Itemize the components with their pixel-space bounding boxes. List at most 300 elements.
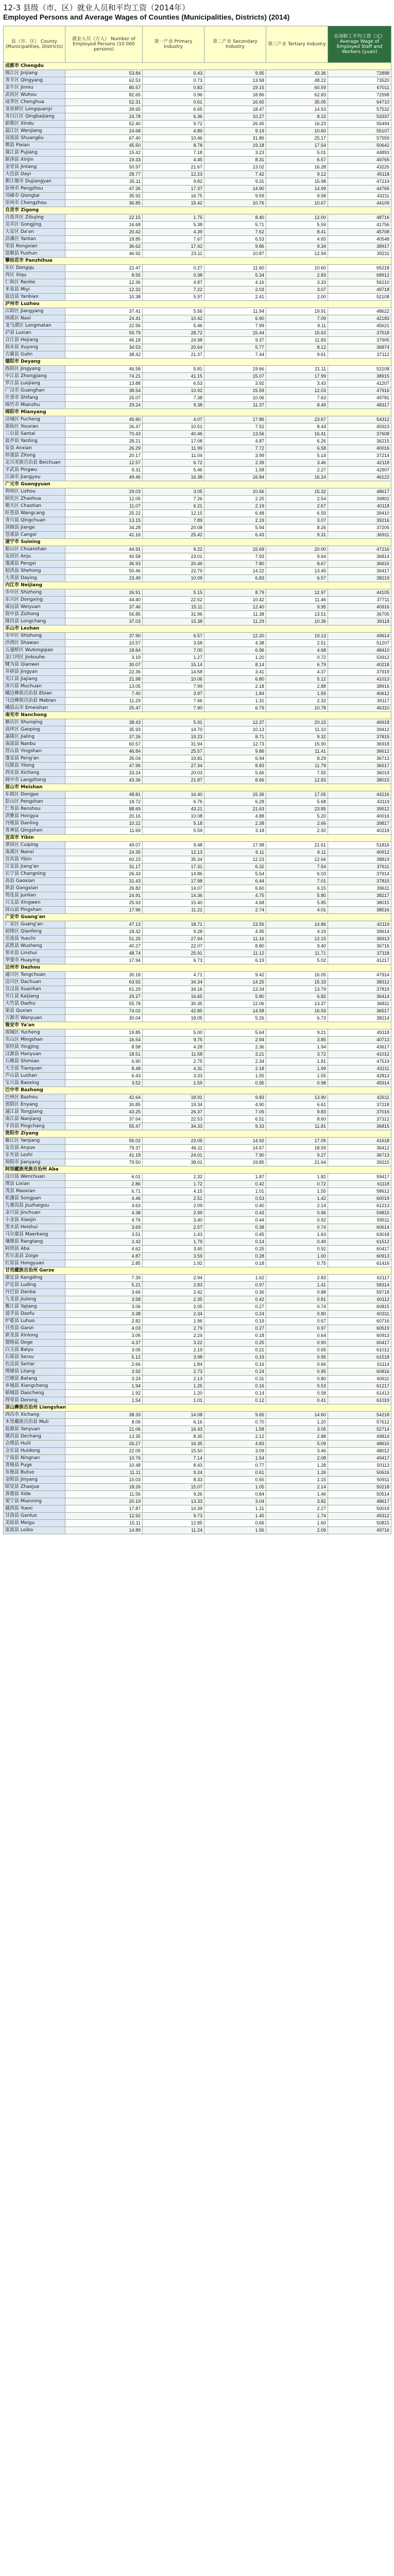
tertiary-cell: 9.83: [266, 1109, 328, 1116]
secondary-cell: 12.23: [204, 856, 266, 863]
secondary-cell: 4.95: [204, 928, 266, 936]
tertiary-cell: 17.99: [266, 373, 328, 380]
table-row: [4, 698, 391, 705]
primary-cell: 7.14: [143, 1455, 204, 1462]
tertiary-cell: 8.26: [266, 524, 328, 532]
county-name-cell: 阆中市 Langzhong: [4, 777, 65, 784]
secondary-cell: 4.38: [204, 640, 266, 647]
table-row: [4, 330, 391, 337]
county-name-cell: 旺苍县 Wangcang: [4, 510, 65, 517]
table-row: [4, 1296, 391, 1303]
table-row: [4, 106, 391, 113]
employed-cell: 10.76: [65, 1455, 143, 1462]
primary-cell: 20.08: [143, 524, 204, 532]
primary-cell: 14.58: [143, 669, 204, 676]
county-name-cell: 芦山县 Lushan: [4, 1073, 65, 1080]
county-name-cell: 普格县 Puge: [4, 1462, 65, 1469]
average-wage-cell: 36918: [328, 741, 391, 748]
secondary-cell: 0.45: [204, 1231, 266, 1239]
region-name: 眉山市 Meishan: [4, 784, 391, 791]
tertiary-cell: 14.86: [266, 921, 328, 928]
tertiary-cell: 20.00: [266, 546, 328, 553]
average-wage-cell: 37218: [328, 1101, 391, 1109]
primary-cell: 9.28: [143, 928, 204, 936]
employed-cell: 25.07: [65, 395, 143, 402]
secondary-cell: 3.21: [204, 1051, 266, 1058]
employed-cell: 60.23: [65, 856, 143, 863]
employed-cell: 22.56: [65, 323, 143, 330]
tertiary-cell: 2.51: [266, 640, 328, 647]
average-wage-cell: 48317: [328, 402, 391, 409]
secondary-cell: 13.02: [204, 164, 266, 171]
county-name-cell: 冕宁县 Mianning: [4, 1498, 65, 1505]
average-wage-cell: 58612: [328, 1188, 391, 1195]
average-wage-cell: 67011: [328, 84, 391, 92]
tertiary-cell: 0.41: [266, 1397, 328, 1404]
primary-cell: 3.22: [143, 1340, 204, 1347]
county-name-cell: 营山县 Yingshan: [4, 748, 65, 755]
employed-cell: 55.47: [65, 1123, 143, 1130]
tertiary-cell: 5.14: [266, 452, 328, 460]
region-name: 雅安市 Ya'an: [4, 1022, 391, 1029]
average-wage-cell: 45708: [328, 229, 391, 236]
table-row: [4, 1448, 391, 1455]
region-name: 广元市 Guangyuan: [4, 481, 391, 488]
average-wage-cell: 36705: [328, 611, 391, 618]
average-wage-cell: 50218: [328, 1484, 391, 1491]
table-row: [4, 654, 391, 662]
table-row: [4, 1332, 391, 1340]
secondary-cell: 10.27: [204, 113, 266, 121]
county-name-cell: 仪陇县 Yilong: [4, 762, 65, 770]
secondary-cell: 3.92: [204, 380, 266, 387]
primary-cell: 18.91: [143, 1094, 204, 1101]
table-row: [4, 741, 391, 748]
table-row: [4, 1073, 391, 1080]
tertiary-cell: 0.88: [266, 1289, 328, 1296]
county-name-cell: 丹巴县 Danba: [4, 1289, 65, 1296]
employed-cell: 34.28: [65, 524, 143, 532]
table-row: [4, 373, 391, 380]
table-row: [4, 351, 391, 359]
secondary-cell: 0.53: [204, 1195, 266, 1202]
county-name-cell: 雷波县 Leibo: [4, 1527, 65, 1534]
county-name-cell: 理塘县 Litang: [4, 1368, 65, 1376]
employed-cell: 43.36: [65, 777, 143, 784]
county-name-cell: 白玉县 Baiyu: [4, 1347, 65, 1354]
county-name-cell: 西昌市 Xichang: [4, 1412, 65, 1419]
average-wage-cell: 61518: [328, 1354, 391, 1361]
secondary-cell: 6.79: [204, 705, 266, 712]
average-wage-cell: 60614: [328, 1224, 391, 1231]
county-name-cell: 丹棱县 Danling: [4, 820, 65, 827]
tertiary-cell: 15.33: [266, 979, 328, 986]
tertiary-cell: 8.60: [266, 1116, 328, 1123]
tertiary-cell: 12.03: [266, 387, 328, 395]
table-row: [4, 1419, 391, 1426]
table-row: [4, 1210, 391, 1217]
tertiary-cell: 14.99: [266, 185, 328, 193]
tertiary-cell: 0.72: [266, 1181, 328, 1188]
average-wage-cell: 50815: [328, 1520, 391, 1527]
table-row: [4, 1094, 391, 1101]
tertiary-cell: 4.37: [266, 669, 328, 676]
employed-cell: 18.26: [65, 1484, 143, 1491]
county-name-cell: 新龙县 Xinlong: [4, 1332, 65, 1340]
table-row: [4, 1231, 391, 1239]
tertiary-cell: 2.83: [266, 272, 328, 279]
primary-cell: 9.48: [143, 842, 204, 849]
secondary-cell: 3.41: [204, 669, 266, 676]
primary-cell: 2.34: [143, 1311, 204, 1318]
tertiary-cell: 8.49: [266, 402, 328, 409]
employed-cell: 17.87: [65, 1505, 143, 1513]
tertiary-cell: 3.07: [266, 517, 328, 524]
primary-cell: 20.03: [143, 770, 204, 777]
tertiary-cell: 10.60: [266, 265, 328, 272]
table-row: [4, 222, 391, 229]
table-header: [4, 26, 391, 63]
primary-cell: 9.26: [143, 1491, 204, 1498]
primary-cell: 11.58: [143, 1051, 204, 1058]
employed-cell: 70.43: [65, 431, 143, 438]
average-wage-cell: 50911: [328, 1477, 391, 1484]
primary-cell: 11.04: [143, 452, 204, 460]
average-wage-cell: 48012: [328, 1448, 391, 1455]
table-row: [4, 885, 391, 892]
county-name-cell: 石棉县 Shimian: [4, 1058, 65, 1065]
primary-cell: 1.79: [143, 1239, 204, 1246]
region-header-row: [4, 539, 391, 546]
average-wage-cell: 38917: [328, 243, 391, 250]
county-name-cell: 渠县 Quxian: [4, 1008, 65, 1015]
tertiary-cell: 3.43: [266, 380, 328, 387]
secondary-cell: 14.25: [204, 979, 266, 986]
secondary-cell: 6.44: [204, 878, 266, 885]
table-row: [4, 164, 391, 171]
employed-cell: 10.57: [65, 640, 143, 647]
employed-cell: 12.32: [65, 286, 143, 294]
secondary-cell: 3.04: [204, 1498, 266, 1505]
tertiary-cell: 0.95: [266, 1368, 328, 1376]
secondary-cell: 9.33: [204, 1123, 266, 1130]
average-wage-cell: 43617: [328, 1044, 391, 1051]
average-wage-cell: 72598: [328, 92, 391, 99]
secondary-cell: 3.99: [204, 452, 266, 460]
secondary-cell: 6.32: [204, 863, 266, 871]
tertiary-cell: 0.75: [266, 1260, 328, 1267]
average-wage-cell: 39211: [328, 250, 391, 258]
primary-cell: 19.23: [143, 734, 204, 741]
secondary-cell: 12.20: [204, 633, 266, 640]
tertiary-cell: 6.03: [266, 871, 328, 878]
secondary-cell: 3.23: [204, 149, 266, 157]
tertiary-cell: 5.09: [266, 1440, 328, 1448]
tertiary-cell: 7.55: [266, 770, 328, 777]
table-row: [4, 294, 391, 301]
table-row: [4, 200, 391, 207]
average-wage-cell: 38015: [328, 900, 391, 907]
region-name: 凉山彝族自治州 Liangshan: [4, 1404, 391, 1412]
average-wage-cell: 50019: [328, 1505, 391, 1513]
table-row: [4, 1455, 391, 1462]
average-wage-cell: 37214: [328, 452, 391, 460]
employed-cell: 16.68: [65, 222, 143, 229]
primary-cell: 30.35: [143, 1001, 204, 1008]
average-wage-cell: 58314: [328, 1282, 391, 1289]
tertiary-cell: 0.53: [266, 1383, 328, 1390]
table-row: [4, 337, 391, 344]
employed-cell: 46.92: [65, 250, 143, 258]
county-name-cell: 布拖县 Butuo: [4, 1469, 65, 1477]
primary-cell: 2.24: [143, 1332, 204, 1340]
secondary-cell: 2.38: [204, 820, 266, 827]
average-wage-cell: 37118: [328, 950, 391, 957]
county-name-cell: 道孚县 Daofu: [4, 1311, 65, 1318]
average-wage-cell: 61512: [328, 1239, 391, 1246]
employed-cell: 20.17: [65, 452, 143, 460]
employed-cell: 13.88: [65, 380, 143, 387]
primary-cell: 7.00: [143, 647, 204, 654]
secondary-cell: 7.05: [204, 1109, 266, 1116]
primary-cell: 35.34: [143, 856, 204, 863]
primary-cell: 4.39: [143, 229, 204, 236]
county-name-cell: 乐至县 Lezhi: [4, 1152, 65, 1159]
primary-cell: 9.22: [143, 546, 204, 553]
tertiary-cell: 15.32: [266, 488, 328, 496]
table-row: [4, 1152, 391, 1159]
secondary-cell: 0.19: [204, 1318, 266, 1325]
county-name-cell: 旌阳区 Jingyang: [4, 366, 65, 373]
average-wage-cell: 38217: [328, 892, 391, 900]
tertiary-cell: 2.32: [266, 698, 328, 705]
primary-cell: 25.42: [143, 532, 204, 539]
primary-cell: 2.75: [143, 1058, 204, 1065]
region-header-row: [4, 1267, 391, 1275]
employed-cell: 52.31: [65, 99, 143, 106]
table-row: [4, 1325, 391, 1332]
secondary-cell: 0.84: [204, 1491, 266, 1498]
region-name: 达州市 Dazhou: [4, 964, 391, 972]
county-name-cell: 高县 Gaoxian: [4, 878, 65, 885]
employed-cell: 4.76: [65, 1217, 143, 1224]
average-wage-cell: 41207: [328, 380, 391, 387]
tertiary-cell: 10.78: [266, 705, 328, 712]
county-name-cell: 沐川县 Muchuan: [4, 683, 65, 690]
secondary-cell: 15.44: [204, 330, 266, 337]
table-row: [4, 1138, 391, 1145]
secondary-cell: 1.05: [204, 1484, 266, 1491]
employed-cell: 22.47: [65, 265, 143, 272]
average-wage-cell: 49118: [328, 1029, 391, 1037]
primary-cell: 2.13: [143, 1376, 204, 1383]
secondary-cell: 1.58: [204, 467, 266, 474]
tertiary-cell: 0.97: [266, 1325, 328, 1332]
tertiary-cell: 11.81: [266, 1123, 328, 1130]
primary-cell: 23.05: [143, 1138, 204, 1145]
secondary-cell: 4.83: [204, 1440, 266, 1448]
primary-cell: 14.07: [143, 885, 204, 892]
tertiary-cell: 7.63: [266, 395, 328, 402]
county-name-cell: 富顺县 Fushun: [4, 250, 65, 258]
primary-cell: 7.26: [143, 496, 204, 503]
table-row: [4, 1181, 391, 1188]
average-wage-cell: 55107: [328, 128, 391, 135]
table-row: [4, 799, 391, 806]
primary-cell: 9.24: [143, 1469, 204, 1477]
employed-cell: 3.51: [65, 1231, 143, 1239]
table-row: [4, 856, 391, 863]
average-wage-cell: 47519: [328, 1058, 391, 1065]
tertiary-cell: 6.79: [266, 662, 328, 669]
average-wage-cell: 42813: [328, 1073, 391, 1080]
region-name: 遂宁市 Suining: [4, 539, 391, 546]
average-wage-cell: 36412: [328, 1145, 391, 1152]
tertiary-cell: 6.15: [266, 885, 328, 892]
employed-cell: 31.17: [65, 863, 143, 871]
employed-cell: 37.90: [65, 633, 143, 640]
primary-cell: 1.84: [143, 1361, 204, 1368]
county-name-cell: 松潘县 Songpan: [4, 1195, 65, 1202]
table-row: [4, 1051, 391, 1058]
employed-cell: 48.74: [65, 950, 143, 957]
primary-cell: 6.72: [143, 460, 204, 467]
tertiary-cell: 8.12: [266, 344, 328, 351]
secondary-cell: 9.95: [204, 70, 266, 77]
secondary-cell: 11.29: [204, 618, 266, 625]
primary-cell: 5.81: [143, 366, 204, 373]
average-wage-cell: 44109: [328, 200, 391, 207]
secondary-cell: 0.12: [204, 1397, 266, 1404]
employed-cell: 6.71: [65, 1188, 143, 1195]
primary-cell: 31.96: [143, 611, 204, 618]
employed-cell: 4.38: [65, 1210, 143, 1217]
secondary-cell: 0.40: [204, 1202, 266, 1210]
tertiary-cell: 3.33: [266, 279, 328, 286]
primary-cell: 19.34: [143, 1101, 204, 1109]
secondary-cell: 0.31: [204, 1376, 266, 1383]
county-name-cell: 安居区 Anju: [4, 553, 65, 561]
average-wage-cell: 62117: [328, 1275, 391, 1282]
tertiary-cell: 5.02: [266, 957, 328, 964]
employed-cell: 12.05: [65, 496, 143, 503]
employed-cell: 25.93: [65, 900, 143, 907]
region-header-row: [4, 258, 391, 265]
average-wage-cell: 39614: [328, 928, 391, 936]
average-wage-cell: 46310: [328, 705, 391, 712]
secondary-cell: 2.19: [204, 503, 266, 510]
county-name-cell: 甘孜县 Ganzi: [4, 1325, 65, 1332]
table-row: [4, 1015, 391, 1022]
average-wage-cell: 49718: [328, 286, 391, 294]
primary-cell: 4.89: [143, 128, 204, 135]
county-name-cell: 什邡市 Shifang: [4, 395, 65, 402]
table-row: [4, 467, 391, 474]
county-name-cell: 色达县 Sertar: [4, 1361, 65, 1368]
primary-cell: 7.99: [143, 683, 204, 690]
tertiary-cell: 2.00: [266, 294, 328, 301]
primary-cell: 1.43: [143, 1231, 204, 1239]
table-row: [4, 604, 391, 611]
region-name: 甘孜藏族自治州 Garze: [4, 1267, 391, 1275]
county-name-cell: 万源市 Wanyuan: [4, 1015, 65, 1022]
tertiary-cell: 8.15: [266, 113, 328, 121]
table-row: [4, 113, 391, 121]
secondary-cell: 2.19: [204, 517, 266, 524]
county-name-cell: 越西县 Yuexi: [4, 1505, 65, 1513]
table-row: [4, 936, 391, 943]
table-row: [4, 431, 391, 438]
tertiary-cell: 5.59: [266, 222, 328, 229]
average-wage-cell: 50514: [328, 1491, 391, 1498]
employed-cell: 3.52: [65, 1080, 143, 1087]
average-wage-cell: 36874: [328, 344, 391, 351]
secondary-cell: 5.94: [204, 524, 266, 532]
table-row: [4, 178, 391, 185]
tertiary-cell: 5.12: [266, 676, 328, 683]
tertiary-cell: 13.79: [266, 986, 328, 993]
primary-cell: 16.40: [143, 791, 204, 799]
secondary-cell: 6.90: [204, 315, 266, 323]
table-row: [4, 979, 391, 986]
average-wage-cell: 41012: [328, 1051, 391, 1058]
secondary-cell: 2.18: [204, 683, 266, 690]
secondary-cell: 5.66: [204, 770, 266, 777]
average-wage-cell: 42118: [328, 460, 391, 467]
table-row: [4, 553, 391, 561]
employed-cell: 28.77: [65, 171, 143, 178]
employed-cell: 80.57: [65, 84, 143, 92]
employed-cell: 62.53: [65, 77, 143, 84]
primary-cell: 40.46: [143, 431, 204, 438]
county-name-cell: 船山区 Chuanshan: [4, 546, 65, 553]
county-name-cell: 蓬安县 Peng'an: [4, 755, 65, 762]
average-wage-cell: 37112: [328, 351, 391, 359]
primary-cell: 2.83: [143, 1282, 204, 1289]
average-wage-cell: 59815: [328, 1210, 391, 1217]
tertiary-cell: 1.41: [266, 1282, 328, 1289]
secondary-cell: 14.58: [204, 1008, 266, 1015]
county-name-cell: 温江区 Wenjiang: [4, 128, 65, 135]
tertiary-cell: 9.95: [266, 604, 328, 611]
county-name-cell: 金阳县 Jinyang: [4, 1477, 65, 1484]
employed-cell: 55.02: [65, 1138, 143, 1145]
employed-cell: 23.49: [65, 575, 143, 582]
average-wage-cell: 40016: [328, 813, 391, 820]
county-name-cell: 乡城县 Xiangcheng: [4, 1383, 65, 1390]
employed-cell: 30.18: [65, 972, 143, 979]
primary-cell: 7.18: [143, 149, 204, 157]
tertiary-cell: 5.80: [266, 892, 328, 900]
primary-cell: 28.72: [143, 330, 204, 337]
table-row: [4, 1376, 391, 1383]
primary-cell: 2.73: [143, 1368, 204, 1376]
tertiary-cell: 5.01: [266, 149, 328, 157]
tertiary-cell: 8.44: [266, 423, 328, 431]
employed-cell: 74.21: [65, 373, 143, 380]
average-wage-cell: 37611: [328, 863, 391, 871]
tertiary-cell: 0.90: [266, 1340, 328, 1347]
county-name-cell: 马边彝族自治县 Mabian: [4, 698, 65, 705]
table-row: [4, 1116, 391, 1123]
secondary-cell: 9.86: [204, 748, 266, 755]
average-wage-cell: 40713: [328, 1037, 391, 1044]
county-name-cell: 名山区 Mingshan: [4, 1037, 65, 1044]
tertiary-cell: 1.94: [266, 1044, 328, 1051]
tertiary-cell: 8.67: [266, 561, 328, 568]
table-row: [4, 517, 391, 524]
county-name-cell: 东坡区 Dongpo: [4, 791, 65, 799]
